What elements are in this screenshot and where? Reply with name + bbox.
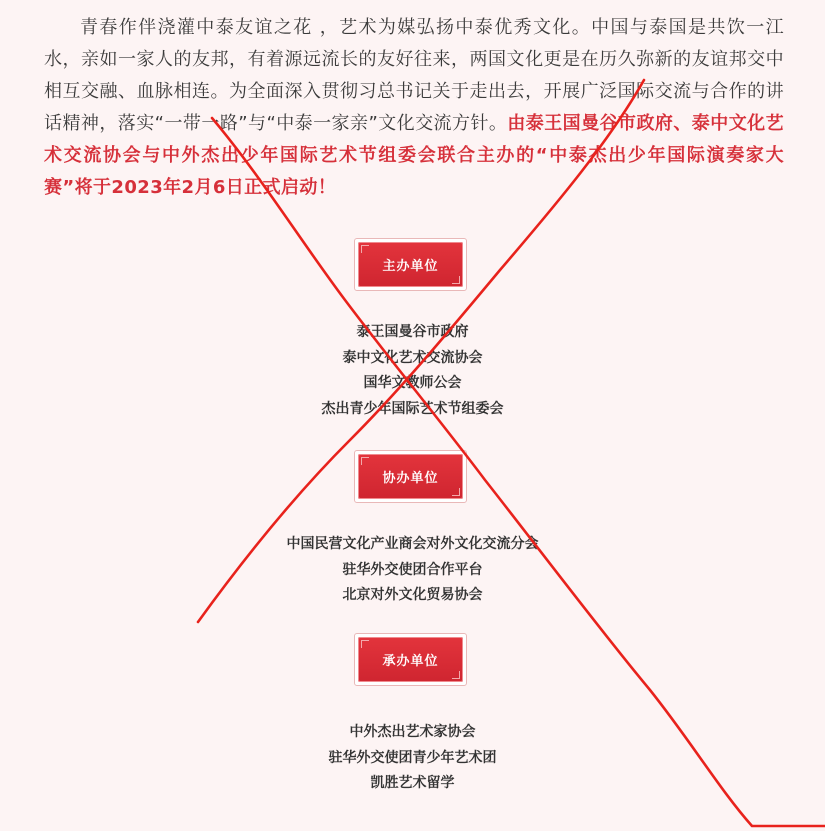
- intro-paragraph: [44, 12, 784, 204]
- org-item: 驻华外交使团合作平台: [342, 561, 483, 578]
- org-item: 中外杰出艺术家协会: [349, 724, 476, 740]
- badge-undertaker-label: 承办单位: [382, 654, 439, 669]
- org-item: 中国民营文化产业商会对外文化交流分会: [286, 536, 539, 552]
- badge-co-organizer-label: 协办单位: [382, 471, 439, 486]
- undertaker-org-list: [0, 720, 825, 797]
- badge-co-organizer-inner: [358, 454, 463, 499]
- badge-co-organizer: [354, 450, 467, 503]
- host-org-list: [0, 320, 825, 422]
- badge-host-inner: [358, 242, 463, 287]
- intro-text: 青春作伴浇灌中泰友谊之花 ，艺术为媒弘扬中泰优秀文化。中国与泰国是共饮一江水，亲如一家人的友邦，有着源远流长的友好往来，两国文化更是在历久弥新的友谊邦交中相互交融、血脉相连。为全面深入贯彻习总书记关于走出去，开展广泛国际交流与合作的讲话精神，落实“一带一路”与“中泰一家亲”文化交流方针。: [44, 17, 784, 134]
- org-item: 杰出青少年国际艺术节组委会: [321, 400, 504, 417]
- org-item: 驻华外交使团青少年艺术团: [328, 749, 497, 766]
- org-item: 泰王国曼谷市政府: [356, 324, 469, 340]
- badge-host: [354, 238, 467, 291]
- badge-undertaker-inner: [358, 637, 463, 682]
- org-item: 泰中文化艺术交流协会: [342, 349, 483, 366]
- co-organizer-org-list: [0, 532, 825, 609]
- org-item: 国华文教师公会: [363, 375, 462, 391]
- intro-highlight: 由泰王国曼谷市政府、泰中文化艺术交流协会与中外杰出少年国际艺术节组委会联合主办的“中泰杰出少年国际演奏家大赛”将于2023年2月6日正式启动！: [44, 113, 784, 198]
- org-item: 凯胜艺术留学: [370, 775, 455, 791]
- badge-undertaker: [354, 633, 467, 686]
- org-item: 北京对外文化贸易协会: [342, 587, 483, 603]
- badge-host-label: 主办单位: [382, 259, 439, 274]
